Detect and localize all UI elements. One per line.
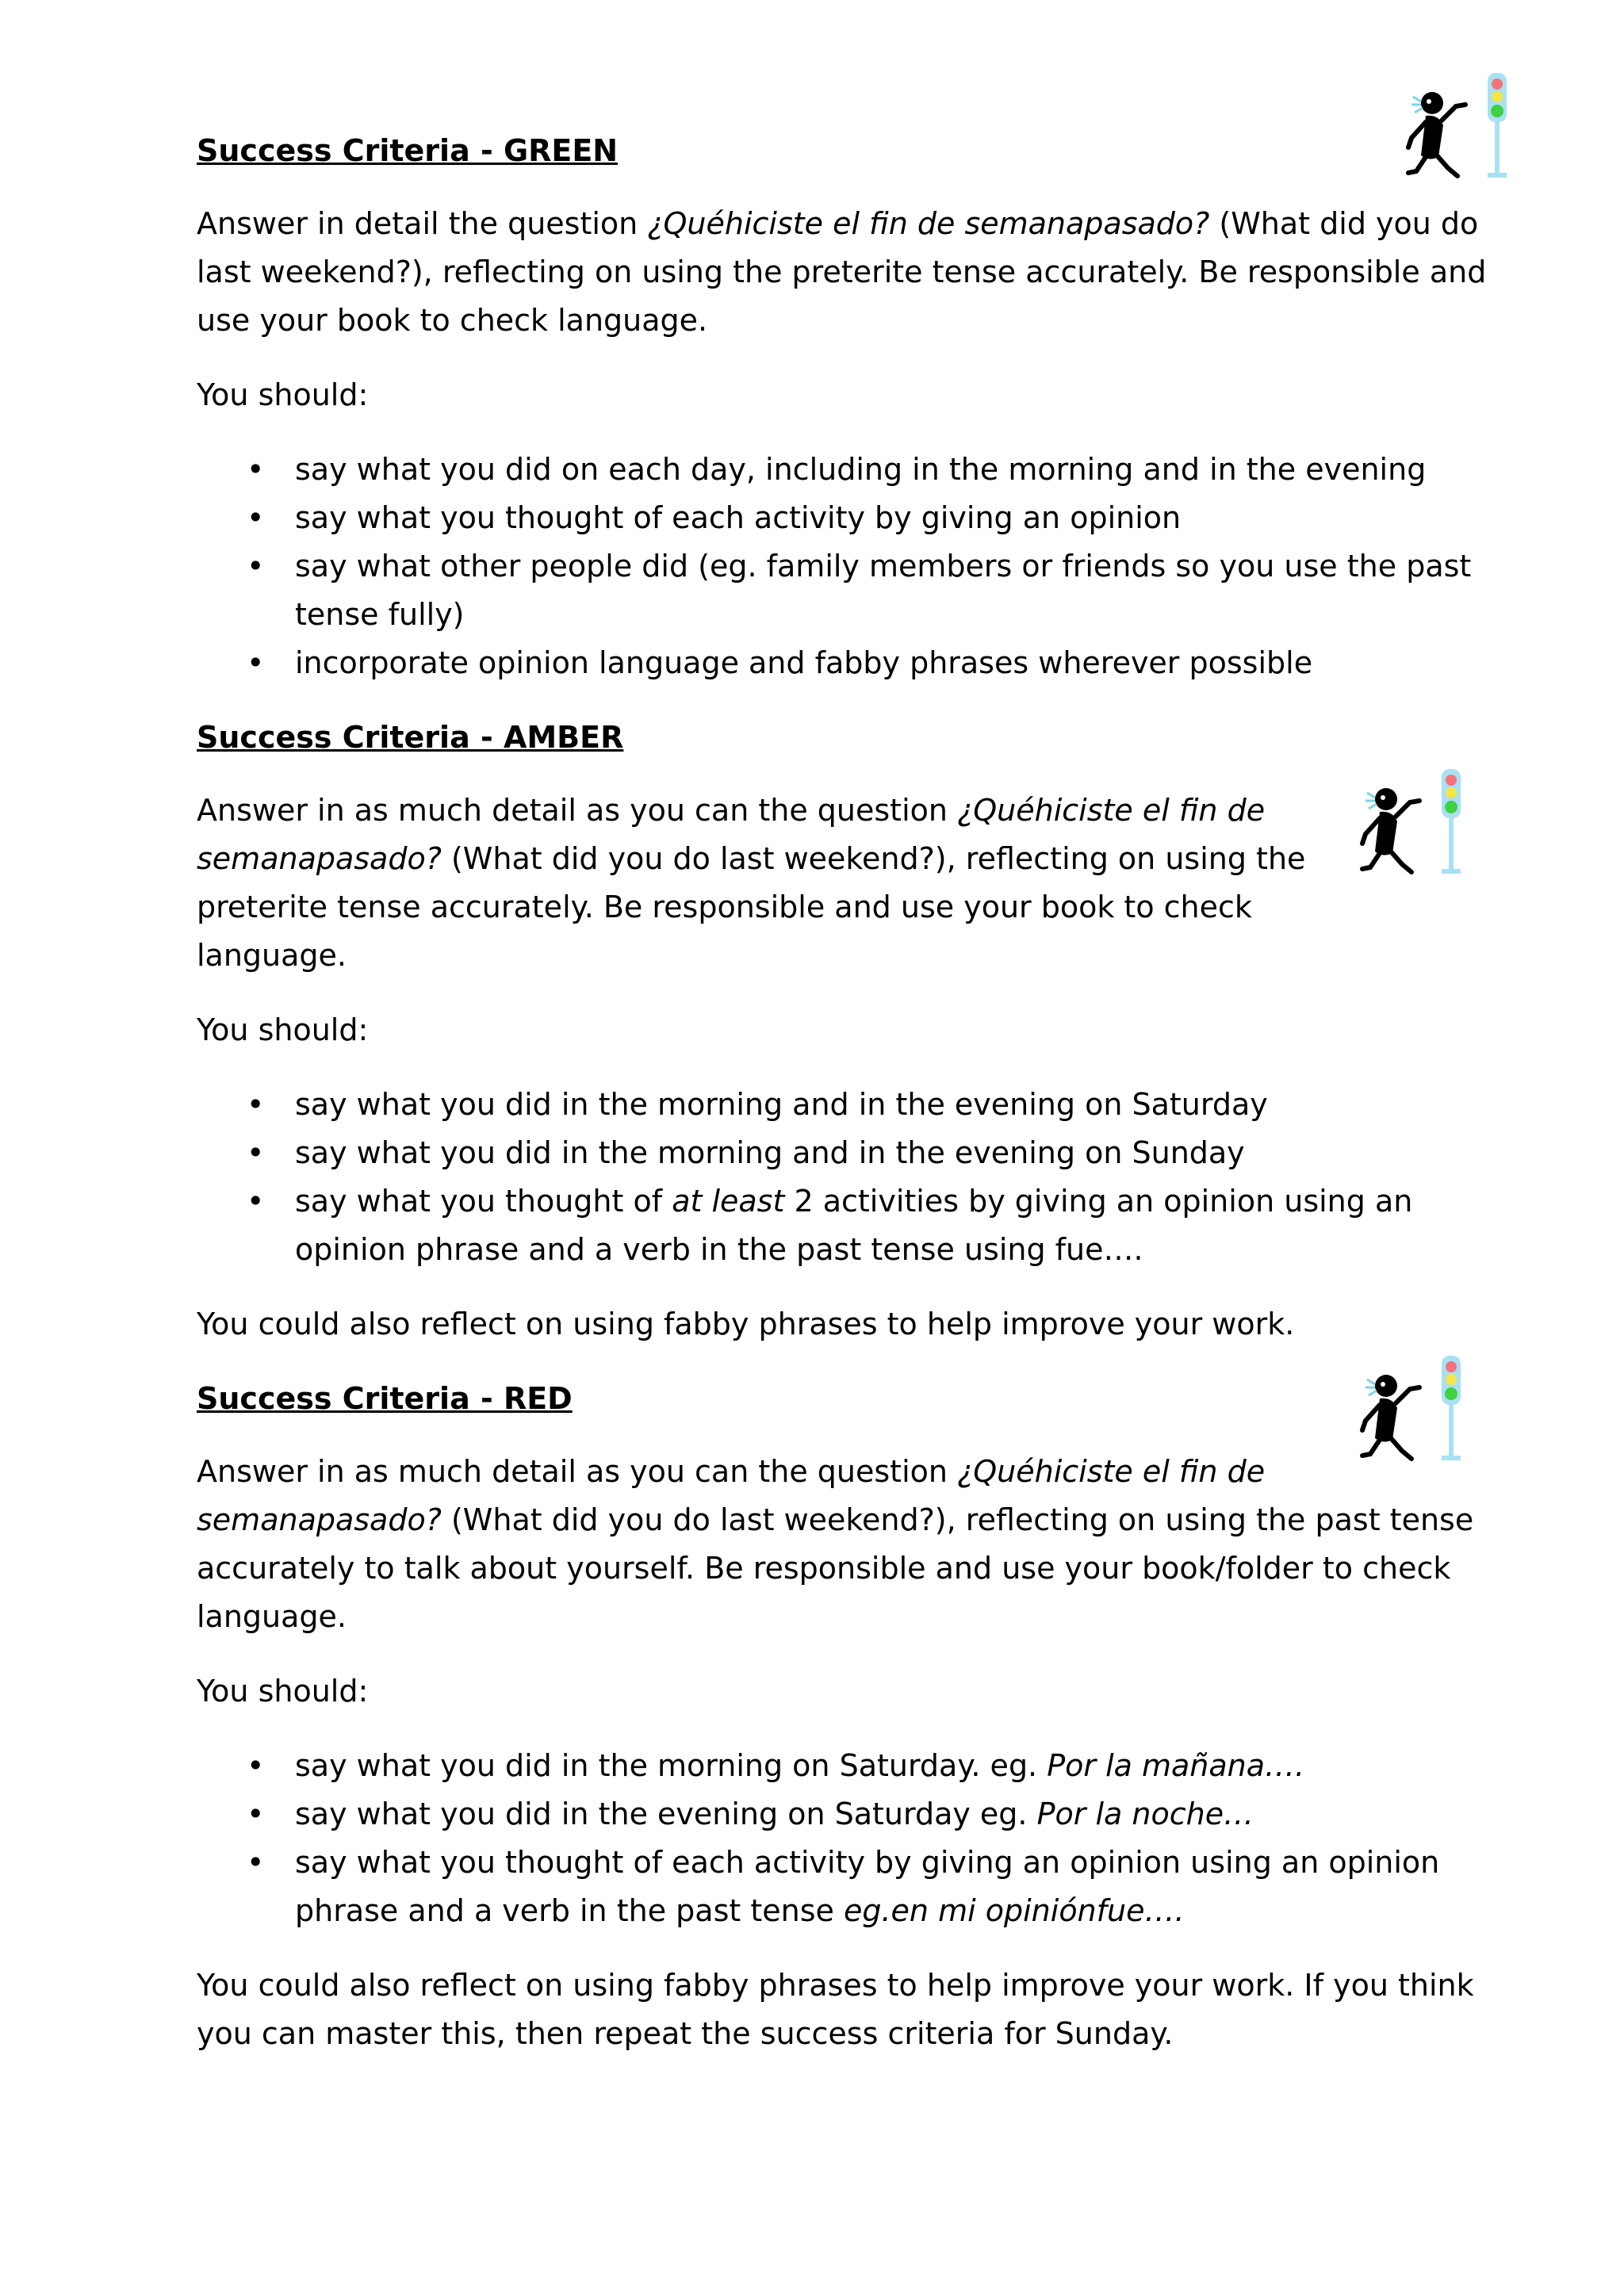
document-page <box>197 127 1513 2084</box>
amber-heading: Success Criteria - AMBER <box>197 720 624 755</box>
green-you-should: You should: <box>197 377 369 412</box>
red-intro: Answer in as much detail as you can the question ¿Quéhiciste el fin de semanapasado? (What did you do last weekend?), reflecting on using the past tense accurately to talk about yourself. Be responsible and use your book/folder to check language. <box>197 1454 1474 1634</box>
green-intro: Answer in detail the question ¿Quéhiciste el fin de semanapasado? (What did you do last weekend?), reflecting on using the preterite tense accurately. Be responsible and use your book to check language. <box>197 206 1487 338</box>
list-item: • say what you did in the morning and in the evening on Saturday <box>247 1087 1268 1122</box>
green-section <box>197 127 1513 687</box>
green-bullet-list <box>197 446 1513 687</box>
list-item: • incorporate opinion language and fabby phrases wherever possible <box>247 645 1313 680</box>
list-item: • say what you did on each day, including in the morning and in the evening <box>247 452 1427 487</box>
list-item: • say what you did in the morning on Saturday. eg. Por la mañana…. <box>247 1748 1305 1783</box>
amber-you-should: You should: <box>197 1012 369 1047</box>
amber-could: You could also reflect on using fabby phrases to help improve your work. <box>197 1307 1295 1341</box>
list-item: • say what you thought of each activity by giving an opinion <box>247 500 1182 535</box>
list-item: • say what you did in the morning and in the evening on Sunday <box>247 1135 1245 1170</box>
red-you-should: You should: <box>197 1674 369 1709</box>
green-heading: Success Criteria - GREEN <box>197 133 619 168</box>
list-item: • say what you did in the evening on Saturday eg. Por la noche… <box>247 1797 1254 1831</box>
amber-bullet-list <box>197 1081 1513 1274</box>
list-item: • say what you thought of each activity by giving an opinion using an opinion phrase and a verb in the past tense eg.en mi opiniónfue…. <box>247 1845 1440 1928</box>
amber-section <box>197 714 1513 1349</box>
red-bullet-list <box>197 1742 1513 1935</box>
red-heading: Success Criteria - RED <box>197 1381 573 1416</box>
list-item: • say what other people did (eg. family members or friends so you use the past tense fully) <box>247 549 1472 632</box>
list-item: • say what you thought of at least 2 activities by giving an opinion using an opinion phrase and a verb in the past tense using fue…. <box>247 1184 1413 1267</box>
red-section <box>197 1375 1513 2058</box>
red-could: You could also reflect on using fabby phrases to help improve your work. If you think you can master this, then repeat the success criteria for Sunday. <box>197 1968 1474 2051</box>
amber-intro: Answer in as much detail as you can the question ¿Quéhiciste el fin de semanapasado? (What did you do last weekend?), reflecting on using the preterite tense accurately. Be responsible and use your book to check language. <box>197 793 1306 973</box>
